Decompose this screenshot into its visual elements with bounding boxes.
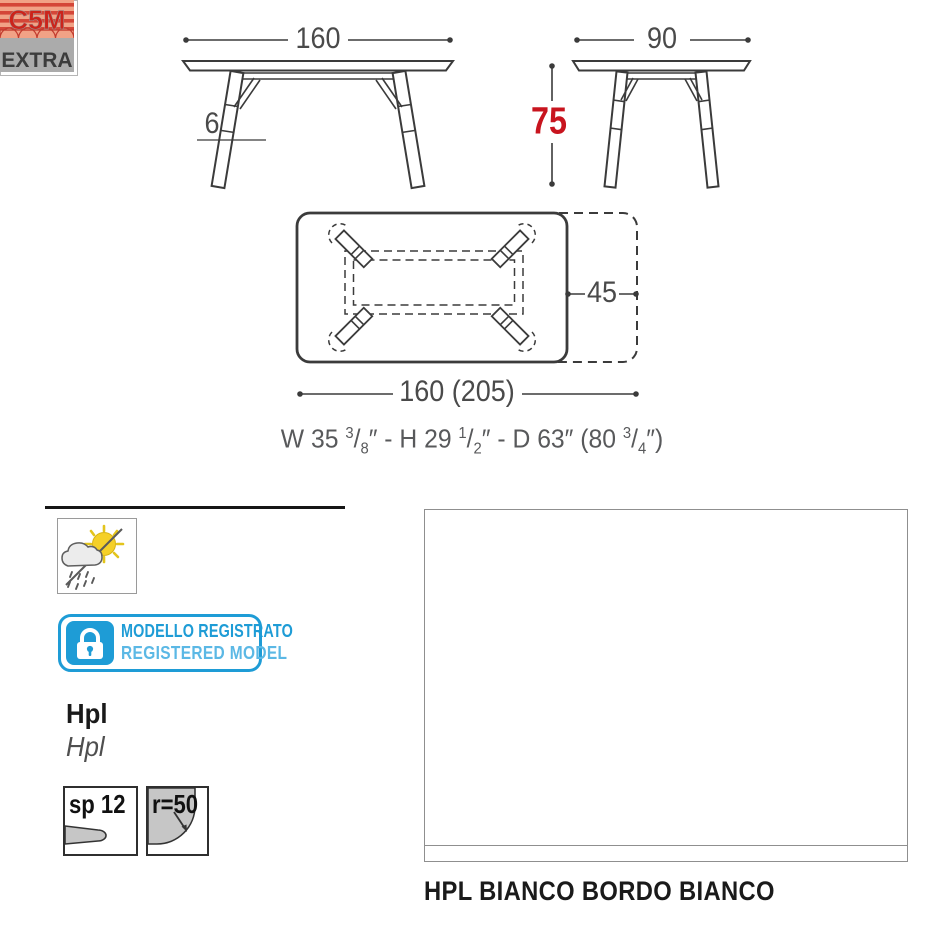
finish-caption: HPL BIANCO BORDO BIANCO: [424, 876, 775, 906]
lock-tile: [66, 621, 114, 665]
material-name: Hpl: [66, 698, 108, 729]
swatch-edge-line: [425, 845, 907, 846]
corner-radius-label: r=50: [152, 789, 199, 819]
lock-icon: [66, 621, 114, 665]
height-label: 75: [531, 100, 567, 143]
corner-radius-badge: [146, 786, 209, 856]
section-divider: [45, 506, 345, 509]
c5m-extra-icon: [0, 0, 74, 72]
corrosion-class-top-label: C5M: [8, 5, 66, 35]
top-thickness-badge: [63, 786, 138, 856]
leg-thickness-label: 6: [204, 107, 220, 140]
front-view: [183, 37, 453, 188]
top-view: [0, 0, 639, 397]
finish-swatch: [424, 509, 908, 862]
length-label: 160 (205): [399, 375, 515, 408]
front-width-label: 160: [295, 22, 341, 55]
thickness-label: sp 12: [69, 789, 126, 819]
material-name-translation: Hpl: [66, 731, 105, 762]
registered-model-line1: MODELLO REGISTRATO: [121, 621, 293, 641]
corrosion-class-bottom-label: EXTRA: [1, 49, 73, 72]
registered-model-line2: REGISTERED MODEL: [121, 643, 288, 663]
sun-rain-icon: [58, 519, 134, 591]
side-depth-label: 90: [646, 22, 678, 55]
corrosion-class-badge: [0, 0, 78, 76]
imperial-dimensions: W 35 $^3/_8''$ - H 29 $^1/_2''$ - D 63″ (80 $^3/_4''$): [280, 423, 664, 458]
side-view: [549, 37, 751, 187]
registered-model-badge: [58, 614, 293, 672]
weather-resistance-badge: [57, 518, 137, 594]
blade-profile-icon: [65, 788, 136, 854]
extension-label: 45: [586, 276, 618, 309]
